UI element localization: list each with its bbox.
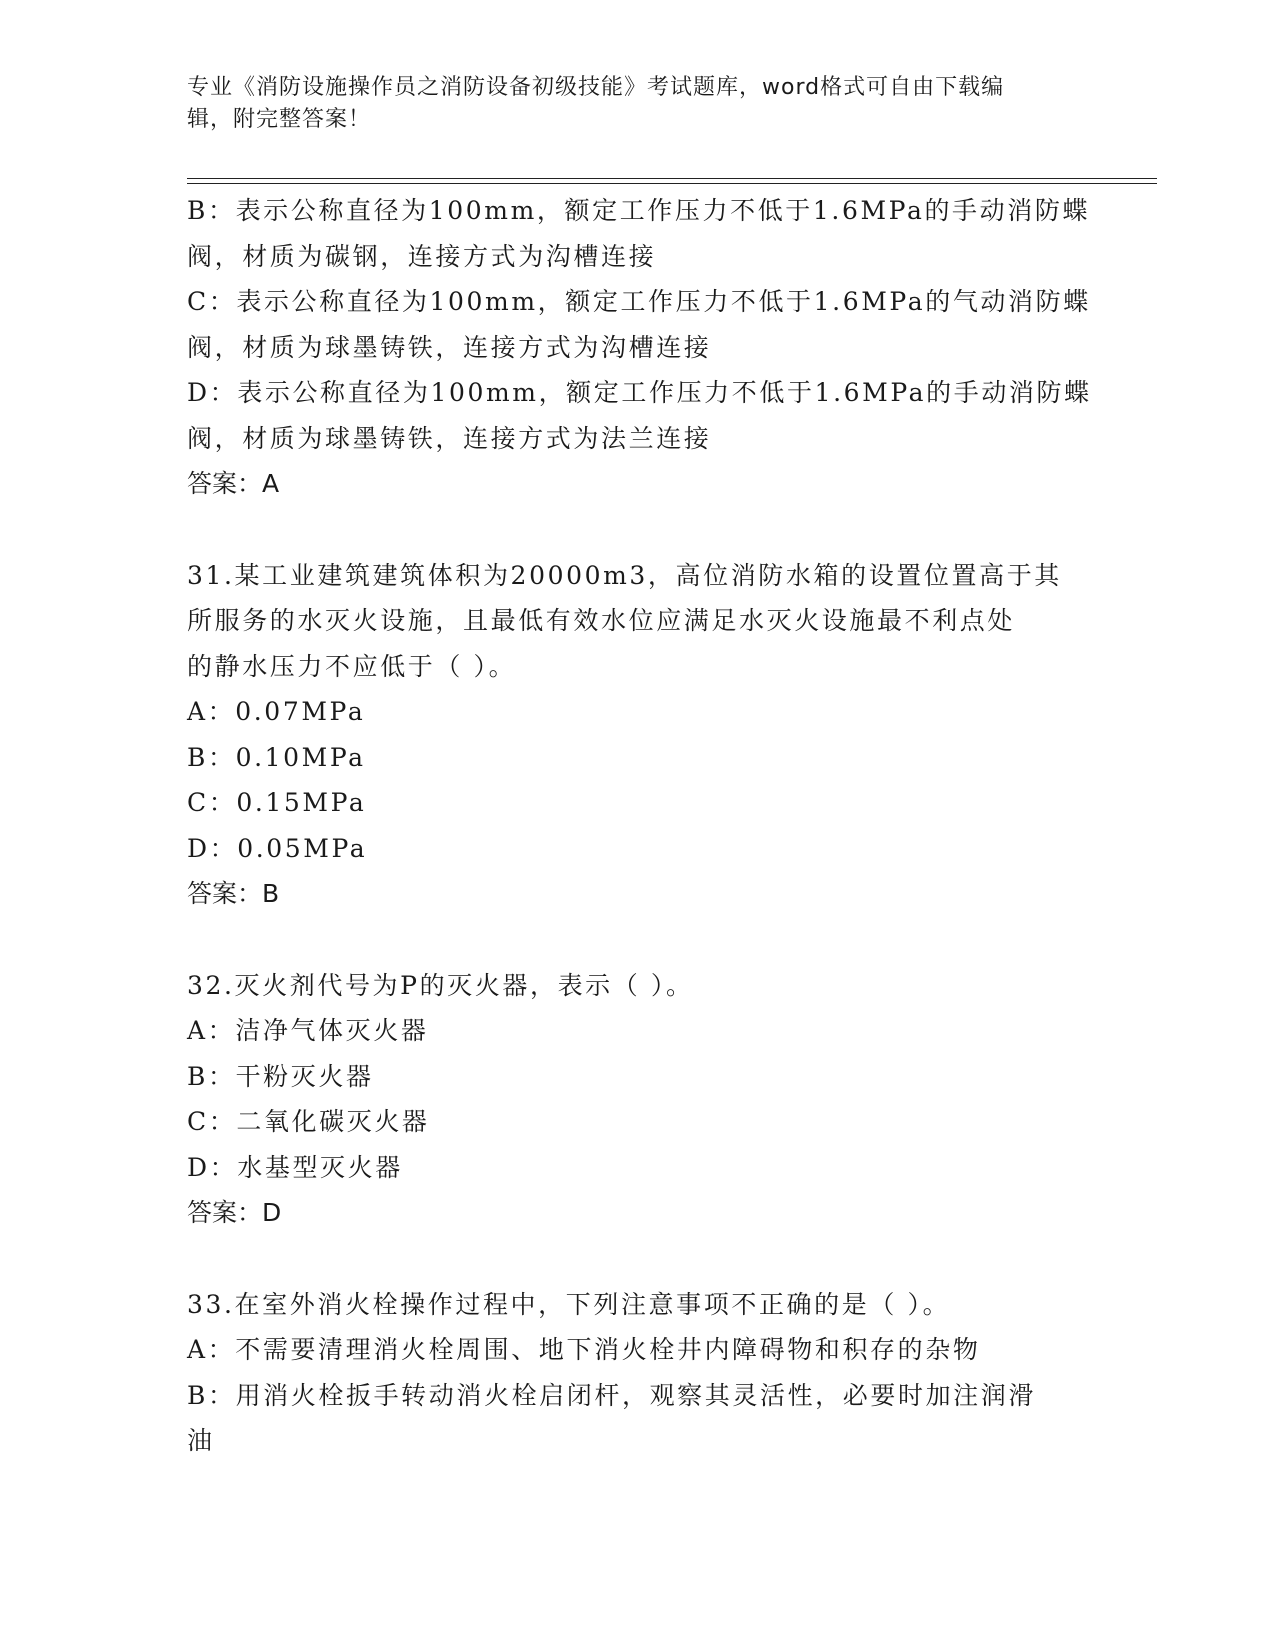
question-31 bbox=[187, 553, 1087, 917]
option-b-line-2: 阀，材质为碳钢，连接方式为沟槽连接 bbox=[187, 241, 657, 271]
answer-30: 答案：A bbox=[187, 469, 280, 498]
option-d-line-1: D：表示公称直径为100mm，额定工作压力不低于1.6MPa的手动消防蝶 bbox=[187, 378, 1092, 407]
option-c-line-2: 阀，材质为球墨铸铁，连接方式为沟槽连接 bbox=[187, 332, 712, 362]
question-31-stem-line-3: 的静水压力不应低于（ ）。 bbox=[187, 651, 517, 681]
question-32 bbox=[187, 963, 1087, 1236]
question-31-stem-line-1: 31.某工业建筑建筑体积为20000m3，高位消防水箱的设置位置高于其 bbox=[187, 560, 1062, 590]
question-33 bbox=[187, 1282, 1087, 1464]
question-33-option-a: A：不需要清理消火栓周围、地下消火栓井内障碍物和积存的杂物 bbox=[187, 1335, 981, 1364]
question-33-option-b-line-1: B：用消火栓扳手转动消火栓启闭杆，观察其灵活性，必要时加注润滑 bbox=[187, 1380, 1036, 1410]
question-33-stem: 33.在室外消火栓操作过程中，下列注意事项不正确的是（ ）。 bbox=[187, 1289, 951, 1319]
question-32-option-d: D：水基型灭火器 bbox=[187, 1152, 403, 1182]
header-line-2: 辑，附完整答案！ bbox=[187, 107, 372, 132]
header-rule-bottom bbox=[187, 183, 1157, 184]
question-33-option-b-line-2: 油 bbox=[187, 1426, 215, 1455]
question-31-option-c: C：0.15MPa bbox=[187, 788, 367, 817]
answer-32: 答案：D bbox=[187, 1198, 282, 1227]
question-30-continued bbox=[187, 188, 1092, 507]
document-body bbox=[187, 188, 1092, 1464]
question-32-option-b: B：干粉灭火器 bbox=[187, 1061, 374, 1091]
answer-31: 答案：B bbox=[187, 879, 280, 908]
document-header bbox=[187, 72, 1087, 136]
question-31-option-d: D：0.05MPa bbox=[187, 833, 368, 863]
header-rule-top bbox=[187, 178, 1157, 179]
header-line-1: 专业《消防设施操作员之消防设备初级技能》考试题库，word格式可自由下载编 bbox=[187, 75, 1005, 100]
question-32-stem: 32.灭火剂代号为P的灭火器，表示（ ）。 bbox=[187, 970, 694, 1000]
option-c-line-1: C：表示公称直径为100mm，额定工作压力不低于1.6MPa的气动消防蝶 bbox=[187, 287, 1091, 316]
option-b-line-1: B：表示公称直径为100mm，额定工作压力不低于1.6MPa的手动消防蝶 bbox=[187, 196, 1091, 225]
question-31-option-b: B：0.10MPa bbox=[187, 742, 366, 772]
question-31-option-a: A：0.07MPa bbox=[187, 697, 366, 726]
question-31-stem-line-2: 所服务的水灭火设施，且最低有效水位应满足水灭火设施最不利点处 bbox=[187, 606, 1016, 635]
option-d-line-2: 阀，材质为球墨铸铁，连接方式为法兰连接 bbox=[187, 423, 712, 453]
question-32-option-a: A：洁净气体灭火器 bbox=[187, 1016, 429, 1045]
question-32-option-c: C：二氧化碳灭火器 bbox=[187, 1107, 430, 1136]
